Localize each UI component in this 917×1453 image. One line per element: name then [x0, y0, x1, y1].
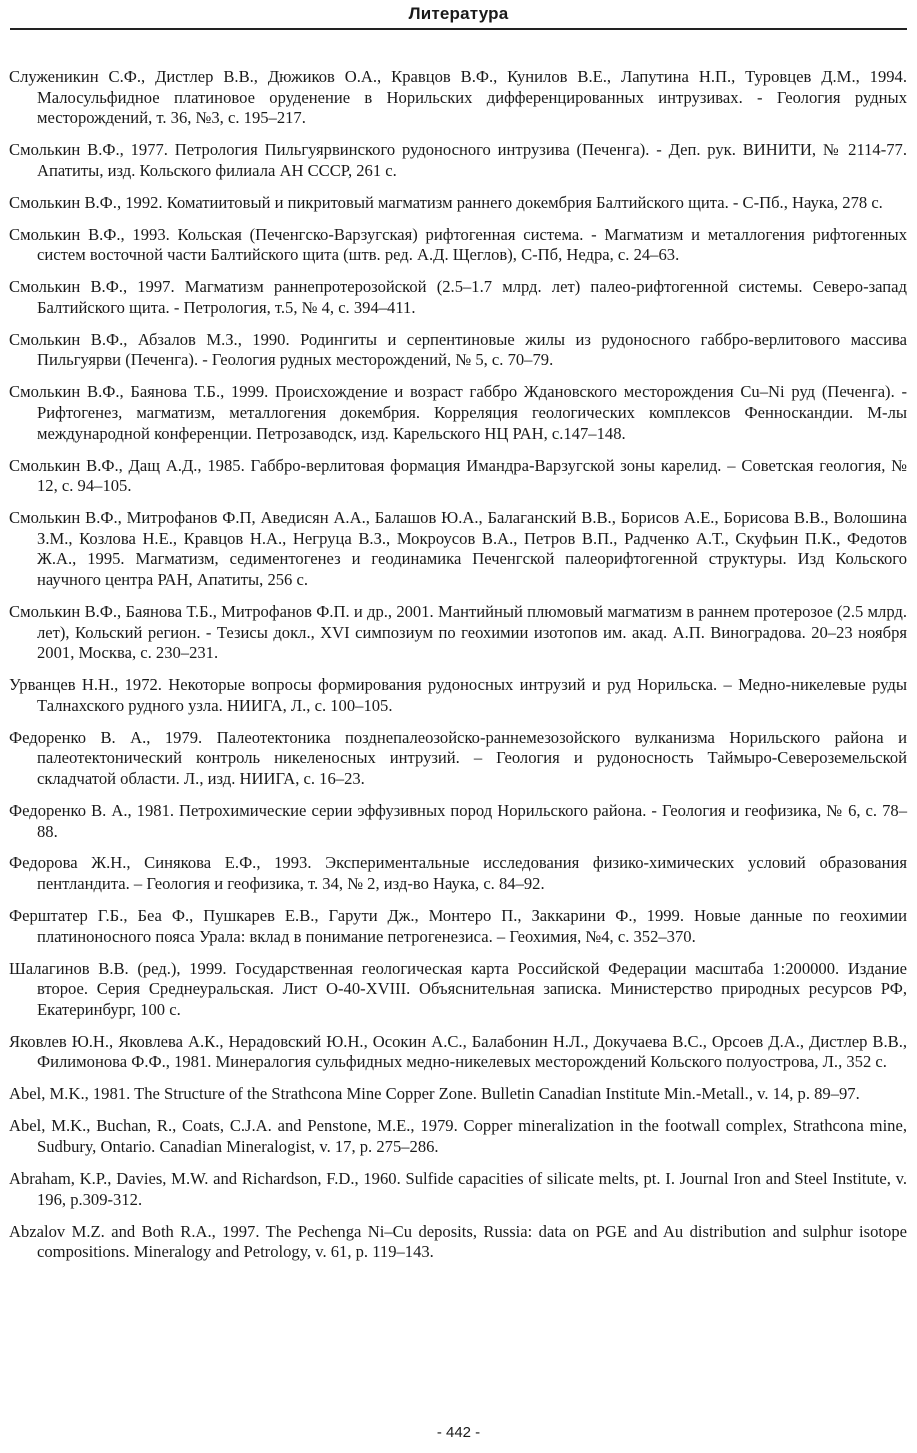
- reference-entry: Abraham, K.P., Davies, M.W. and Richardson, F.D., 1960. Sulfide capacities of silicate melts, pt. I. Journal Iron and Steel Institute, v. 196, p.309-312.: [9, 1168, 907, 1209]
- reference-entry: Федоренко В. А., 1981. Петрохимические серии эффузивных пород Норильского района. - Геология и геофизика, № 6, с. 78–88.: [9, 800, 907, 841]
- reference-entry: Смолькин В.Ф., Баянова Т.Б., Митрофанов Ф.П. и др., 2001. Мантийный плюмовый магматизм в раннем протерозое (2.5 млрд. лет), Кольский регион. - Тезисы докл., XVI симпозиум по геохимии изотопов им. акад. А.П. Виноградова. 20–23 ноября 2001, Москва, с. 230–231.: [9, 601, 907, 663]
- reference-entry: Смолькин В.Ф., 1997. Магматизм раннепротерозойской (2.5–1.7 млрд. лет) палео-рифтогенной системы. Северо-запад Балтийского щита. - Петрология, т.5, № 4, с. 394–411.: [9, 277, 907, 317]
- reference-entry: Яковлев Ю.Н., Яковлева А.К., Нерадовский Ю.Н., Осокин А.С., Балабонин Н.Л., Докучаева В.С., Орсоев Д.А., Дистлер В.В., Филимонова Ф.Ф., 1981. Минералогия сульфидных медно-никелевых месторождений Кольского полуострова, Л., 352 с.: [9, 1031, 907, 1072]
- reference-entry: Урванцев Н.Н., 1972. Некоторые вопросы формирования рудоносных интрузий и руд Норильска. – Медно-никелевые руды Талнахского рудного узла. НИИГА, Л., с. 100–105.: [9, 675, 907, 715]
- reference-entry: Abzalov M.Z. and Both R.A., 1997. The Pechenga Ni–Cu deposits, Russia: data on PGE and Au distribution and sulphur isotope compositions. Mineralogy and Petrology, v. 61, p. 119–143.: [9, 1221, 907, 1262]
- reference-entry: Федорова Ж.Н., Синякова Е.Ф., 1993. Экспериментальные исследования физико-химических условий образования пентландита. – Геология и геофизика, т. 34, № 2, изд-во Наука, с. 84–92.: [9, 853, 907, 894]
- reference-entry: Смолькин В.Ф., 1993. Кольская (Печенгско-Варзугская) рифтогенная система. - Магматизм и металлогения рифтогенных систем восточной части Балтийского щита (штв. ред. А.Д. Щеглов), С-Пб, Недра, с. 24–63.: [9, 224, 907, 265]
- reference-entry: Федоренко В. А., 1979. Палеотектоника позднепалеозойско-раннемезозойского вулканизма Норильского района и палеотектонический контроль никеленосных интрузий. – Геология и рудоносность Таймыро-Североземельской складчатой области. Л., изд. НИИГА, с. 16–23.: [9, 727, 907, 788]
- reference-entry: Ферштатер Г.Б., Беа Ф., Пушкарев Е.В., Гарути Дж., Монтеро П., Заккарини Ф., 1999. Новые данные по геохимии платиноносного пояса Урала: вклад в понимание петрогенезиса. – Геохимия, №4, с. 352–370.: [9, 906, 907, 946]
- reference-entry: Abel, M.K., 1981. The Structure of the Strathcona Mine Copper Zone. Bulletin Canadian Institute Min.-Metall., v. 14, p. 89–97.: [9, 1084, 860, 1104]
- reference-entry: Шалагинов В.В. (ред.), 1999. Государственная геологическая карта Российской Федерации масштаба 1:200000. Издание второе. Серия Среднеуральская. Лист O-40-XVIII. Объяснительная записка. Министерство природных ресурсов РФ, Екатеринбург, 100 с.: [9, 958, 907, 1019]
- reference-entry: Служеникин С.Ф., Дистлер В.В., Дюжиков О.А., Кравцов В.Ф., Кунилов В.Е., Лапутина Н.П., Туровцев Д.М., 1994. Малосульфидное платиновое оруденение в Норильских дифференцированных интрузивах. - Геология рудных месторождений, т. 36, №3, с. 195–217.: [9, 67, 907, 128]
- reference-entry: Смолькин В.Ф., Митрофанов Ф.П, Аведисян А.А., Балашов Ю.А., Балаганский В.В., Борисов А.Е., Борисова В.В., Волошина З.М., Козлова Н.Е., Кравцов Н.А., Негруца В.З., Мокроусов В.А., Петров В.П., Радченко А.Т., Скуфьин П.К., Федотов Ж.А., 1995. Магматизм, седиментогенез и геодинамика Печенгской палеорифтогенной структуры. Изд Кольского научного центра РАН, Апатиты, 256 с.: [9, 508, 907, 589]
- reference-entry: Смолькин В.Ф., Дащ А.Д., 1985. Габбро-верлитовая формация Имандра-Варзугской зоны карелид. – Советская геология, № 12, с. 94–105.: [9, 455, 907, 496]
- section-title: Литература: [408, 4, 509, 23]
- reference-entry: Смолькин В.Ф., Абзалов М.З., 1990. Родингиты и серпентиновые жилы из рудоносного габбро-верлитового массива Пильгуярви (Печенга). - Геология рудных месторождений, № 5, с. 70–79.: [9, 329, 907, 370]
- reference-entry: Смолькин В.Ф., 1992. Коматиитовый и пикритовый магматизм раннего докембрия Балтийского щита. - С-Пб., Наука, 278 с.: [9, 192, 883, 212]
- header-divider: [10, 28, 907, 30]
- reference-entry: Смолькин В.Ф., 1977. Петрология Пильгуярвинского рудоносного интрузива (Печенга). - Деп. рук. ВИНИТИ, № 2114-77. Апатиты, изд. Кольского филиала АН СССР, 261 с.: [9, 140, 907, 180]
- reference-list: [9, 67, 907, 1274]
- page-number: - 442 -: [436, 1424, 481, 1441]
- page-header: [0, 0, 917, 34]
- reference-entry: Abel, M.K., Buchan, R., Coats, C.J.A. and Penstone, M.E., 1979. Copper mineralization in the footwall complex, Strathcona mine, Sudbury, Ontario. Canadian Mineralogist, v. 17, p. 275–286.: [9, 1116, 907, 1156]
- reference-entry: Смолькин В.Ф., Баянова Т.Б., 1999. Происхождение и возраст габбро Ждановского месторождения Cu–Ni руд (Печенга). - Рифтогенез, магматизм, металлогения докембрия. Корреляция геологических комплексов Фенноскандии. М-лы международной конференции. Петрозаводск, изд. Карельского НЦ РАН, с.147–148.: [9, 382, 907, 443]
